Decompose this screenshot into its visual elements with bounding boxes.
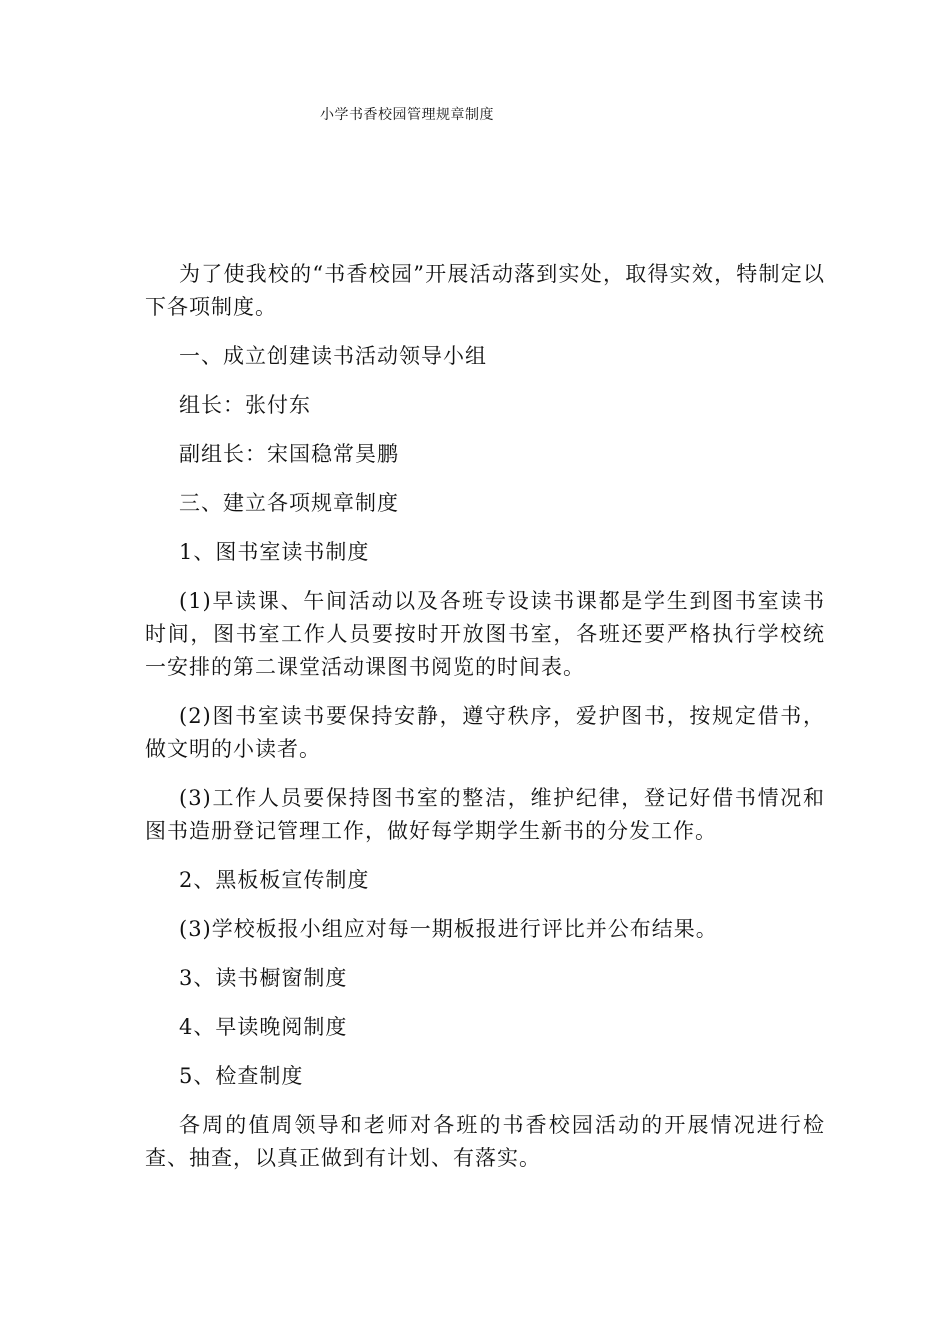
intro-paragraph: 为了使我校的“书香校园”开展活动落到实处，取得实效，特制定以下各项制度。: [145, 262, 825, 319]
section-heading-rules: 三、建立各项规章制度: [179, 491, 399, 515]
document-title: 小学书香校园管理规章制度: [320, 107, 494, 123]
subsection-reading-heading: 4、早读晚阅制度: [179, 1015, 348, 1039]
library-rule-3: (3)工作人员要保持图书室的整洁，维护纪律，登记好借书情况和图书造册登记管理工作，做好每学期学生新书的分发工作。: [145, 786, 825, 843]
blackboard-rule-3: (3)学校板报小组应对每一期板报进行评比并公布结果。: [179, 917, 718, 941]
subsection-library-heading: 1、图书室读书制度: [179, 540, 370, 564]
subsection-blackboard-heading: 2、黑板板宣传制度: [179, 868, 370, 892]
subsection-window-heading: 3、读书橱窗制度: [179, 966, 348, 990]
group-leader-line: 组长：张付东: [179, 393, 311, 417]
subsection-inspection-heading: 5、检查制度: [179, 1064, 304, 1088]
section-heading-leadership: 一、成立创建读书活动领导小组: [179, 344, 487, 368]
document-body: [145, 258, 825, 1191]
library-rule-2: (2)图书室读书要保持安静，遵守秩序，爱护图书，按规定借书，做文明的小读者。: [145, 704, 825, 761]
library-rule-1: (1)早读课、午间活动以及各班专设读书课都是学生到图书室读书时间，图书室工作人员要按时开放图书室，各班还要严格执行学校统一安排的第二课堂活动课图书阅览的时间表。: [145, 589, 825, 679]
deputy-leader-line: 副组长：宋国稳常昊鹏: [179, 442, 399, 466]
inspection-paragraph: 各周的值周领导和老师对各班的书香校园活动的开展情况进行检查、抽查，以真正做到有计划、有落实。: [145, 1113, 825, 1170]
